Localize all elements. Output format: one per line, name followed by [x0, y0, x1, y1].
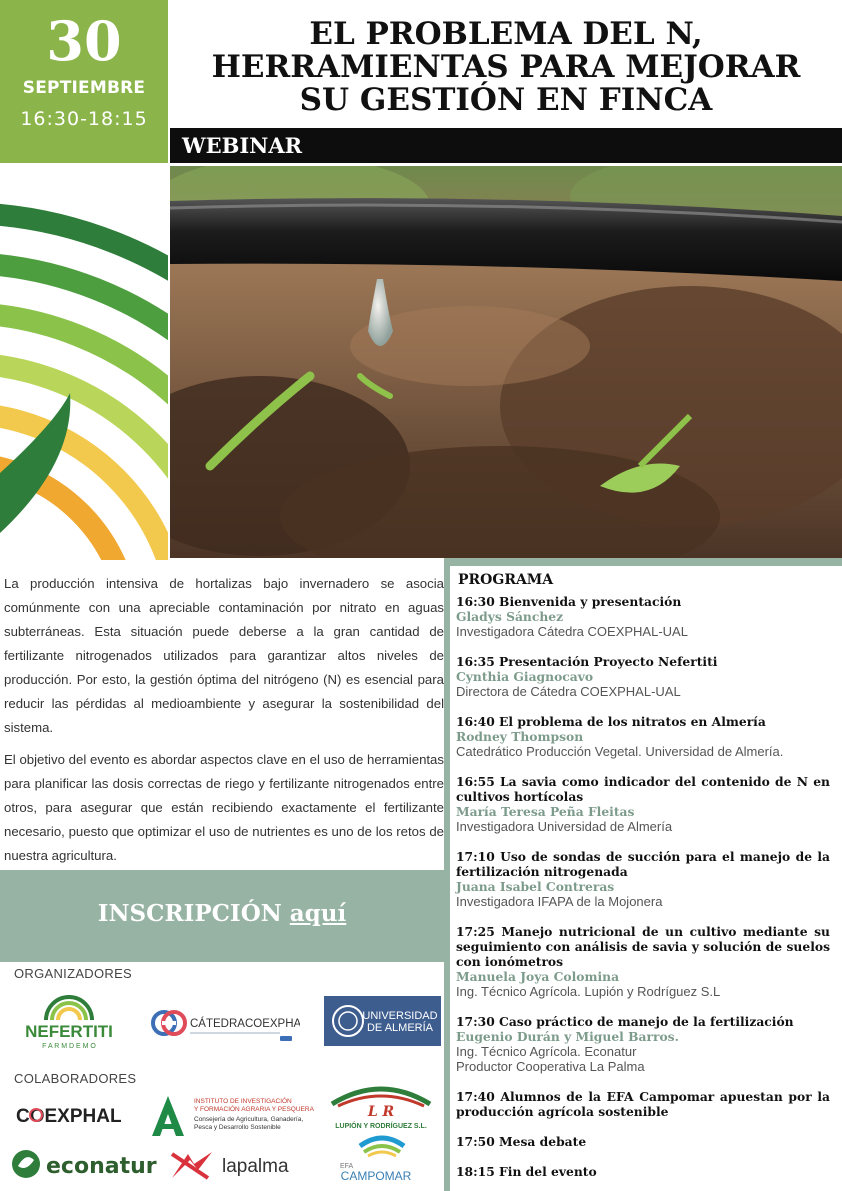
catedra-name: CÁTEDRACOEXPHAL [190, 1018, 300, 1030]
registration-band [0, 870, 444, 962]
ual-logo [324, 996, 441, 1046]
programa-item-head: 16:35 Presentación Proyecto Nefertiti [456, 654, 718, 669]
intro-paragraph-1: La producción intensiva de hortalizas bajo invernadero se asocia comúnmente con una apreciable contaminación por nitrato en aguas subterráneas. Esta situación puede deberse a la gran cantidad de fertilizante nitrogenados utilizados para garantizar altos niveles de producción. Por esto, la gestión óptima del nitrógeno (N) es esencial para reducir las pérdidas al medioambiente y asegurar la sostenibilidad del sistema. [4, 576, 444, 735]
programa-panel [450, 566, 842, 1191]
webinar-label: WEBINAR [182, 133, 303, 158]
programa-item-head: 17:10 Uso de sondas de succión para el manejo de la fertilización nitrogenada [456, 849, 830, 879]
lupion-logo-icon [328, 1080, 434, 1132]
econatur-logo-icon [8, 1146, 160, 1182]
ual-line-2: DE ALMERÍA [366, 1022, 434, 1034]
nefertiti-logo [14, 990, 124, 1050]
lupion-name: LUPIÓN Y RODRÍGUEZ S.L. [335, 1123, 427, 1130]
ifapa-logo-icon [150, 1092, 315, 1140]
ual-logo-icon [324, 996, 441, 1046]
programa-item-speaker: Gladys Sánchez [456, 609, 564, 624]
photo-graphic [170, 166, 842, 558]
webinar-bar [170, 128, 842, 163]
programa-item-role: Ing. Técnico Agrícola. Lupión y Rodríguez S.L [456, 984, 721, 999]
coexphal-name: COEXPHAL [16, 1106, 122, 1127]
campomar-name: CAMPOMAR [340, 1169, 412, 1183]
programa-item-head: 17:30 Caso práctico de manejo de la fertilización [456, 1014, 794, 1029]
organizadores-label: ORGANIZADORES [14, 966, 133, 981]
programa-item-role: Catedrático Producción Vegetal. Universidad de Almería. [456, 744, 784, 759]
programa-item-speaker: Cynthia Giagnocavo [456, 669, 594, 684]
coexphal-logo-icon [14, 1100, 124, 1130]
ifapa-line-1: INSTITUTO DE INVESTIGACIÓN [194, 1098, 292, 1105]
registration-text [0, 900, 444, 927]
intro-text [4, 572, 444, 876]
programa-item-speaker: María Teresa Peña Fleitas [456, 804, 635, 819]
programa-item-speaker: Juana Isabel Contreras [456, 879, 615, 894]
programa-item-role: Investigadora Universidad de Almería [456, 819, 673, 834]
programa-item [456, 1164, 830, 1179]
programa-item-speaker: Rodney Thompson [456, 729, 584, 744]
date-time: 16:30-18:15 [20, 108, 148, 130]
ifapa-line-2: Y FORMACIÓN AGRARIA Y PESQUERA [194, 1106, 314, 1113]
title-line-1: EL PROBLEMA DEL N, [309, 16, 703, 52]
programa-item-speaker: Eugenio Durán y Miguel Barros. [456, 1029, 679, 1044]
svg-text:L R: L R [367, 1104, 395, 1120]
campomar-logo-icon [332, 1128, 432, 1184]
programa-item-head: 16:30 Bienvenida y presentación [456, 594, 682, 609]
econatur-name: econatur [46, 1154, 157, 1179]
programa-item-role: Investigadora IFAPA de la Mojonera [456, 894, 663, 909]
title-line-2: HERRAMIENTAS PARA MEJORAR [211, 49, 801, 85]
programa-item [456, 654, 830, 699]
programa-item-role: Ing. Técnico Agrícola. Econatur [456, 1044, 637, 1059]
decorative-arcs [0, 163, 168, 560]
nefertiti-name: NEFERTITI [25, 1022, 113, 1041]
programa-title: PROGRAMA [458, 572, 554, 588]
intro-paragraph-2: El objetivo del evento es abordar aspectos clave en el uso de herramientas para planificar las dosis correctas de riego y fertilizante nitrogenados entre otros, para asegurar que están recibiendo exactamente el fertilizante necesario, puesto que optimizar el uso de nutrientes es uno de los retos de nuestra agricultura. [4, 752, 444, 863]
catedra-logo-icon [150, 1005, 300, 1045]
drip-irrigation-photo [170, 166, 842, 558]
programa-item [456, 924, 830, 999]
lapalma-name: lapalma [222, 1156, 289, 1177]
event-title [170, 18, 842, 117]
programa-item [456, 774, 830, 834]
colaboradores-label: COLABORADORES [14, 1071, 137, 1086]
date-day: 30 [46, 9, 122, 73]
nefertiti-sub: F A R M D E M O [42, 1043, 96, 1050]
programa-item [456, 714, 830, 759]
econatur-logo [8, 1146, 160, 1182]
programa-item-head: 17:40 Alumnos de la EFA Campomar apuestan por la producción agrícola sostenible [456, 1089, 830, 1119]
programa-item-head: 17:25 Manejo nutricional de un cultivo mediante su seguimiento con análisis de savia y solución de suelos con ionómetros [456, 924, 830, 969]
registration-label: INSCRIPCIÓN [97, 900, 282, 927]
title-line-3: SU GESTIÓN EN FINCA [299, 82, 713, 118]
date-month: SEPTIEMBRE [22, 78, 146, 98]
ifapa-logo [150, 1092, 315, 1140]
programa-item-head: 16:55 La savia como indicador del contenido de N en cultivos hortícolas [456, 774, 830, 804]
programa-item [456, 594, 830, 639]
catedra-logo [150, 1005, 300, 1045]
arcs-graphic [0, 163, 168, 560]
programa-item-head: 16:40 El problema de los nitratos en Almería [456, 714, 766, 729]
programa-item [456, 1014, 830, 1074]
ual-line-1: UNIVERSIDAD [362, 1010, 438, 1022]
ifapa-line-4: Pesca y Desarrollo Sostenible [194, 1124, 281, 1131]
programa-item-role-2: Productor Cooperativa La Palma [456, 1059, 645, 1074]
programa-item [456, 849, 830, 909]
nefertiti-logo-icon [14, 990, 124, 1050]
date-block [0, 0, 168, 163]
programa-item-role: Directora de Cátedra COEXPHAL-UAL [456, 684, 681, 699]
coexphal-logo [14, 1100, 124, 1130]
programa-item-speaker: Manuela Joya Colomina [456, 969, 620, 984]
programa-item-head: 17:50 Mesa debate [456, 1134, 587, 1149]
programa-item-head: 18:15 Fin del evento [456, 1164, 597, 1179]
lapalma-logo-icon [168, 1148, 303, 1182]
ifapa-line-3: Consejería de Agricultura, Ganadería, [194, 1116, 304, 1123]
lapalma-logo [168, 1148, 303, 1182]
programa-item [456, 1134, 830, 1149]
programa-item [456, 1089, 830, 1119]
registration-link[interactable]: aquí [289, 900, 347, 927]
programa-item-role: Investigadora Cátedra COEXPHAL-UAL [456, 624, 688, 639]
campomar-logo [332, 1128, 432, 1184]
efa-small: EFA [340, 1163, 354, 1170]
lupion-logo [328, 1080, 434, 1132]
